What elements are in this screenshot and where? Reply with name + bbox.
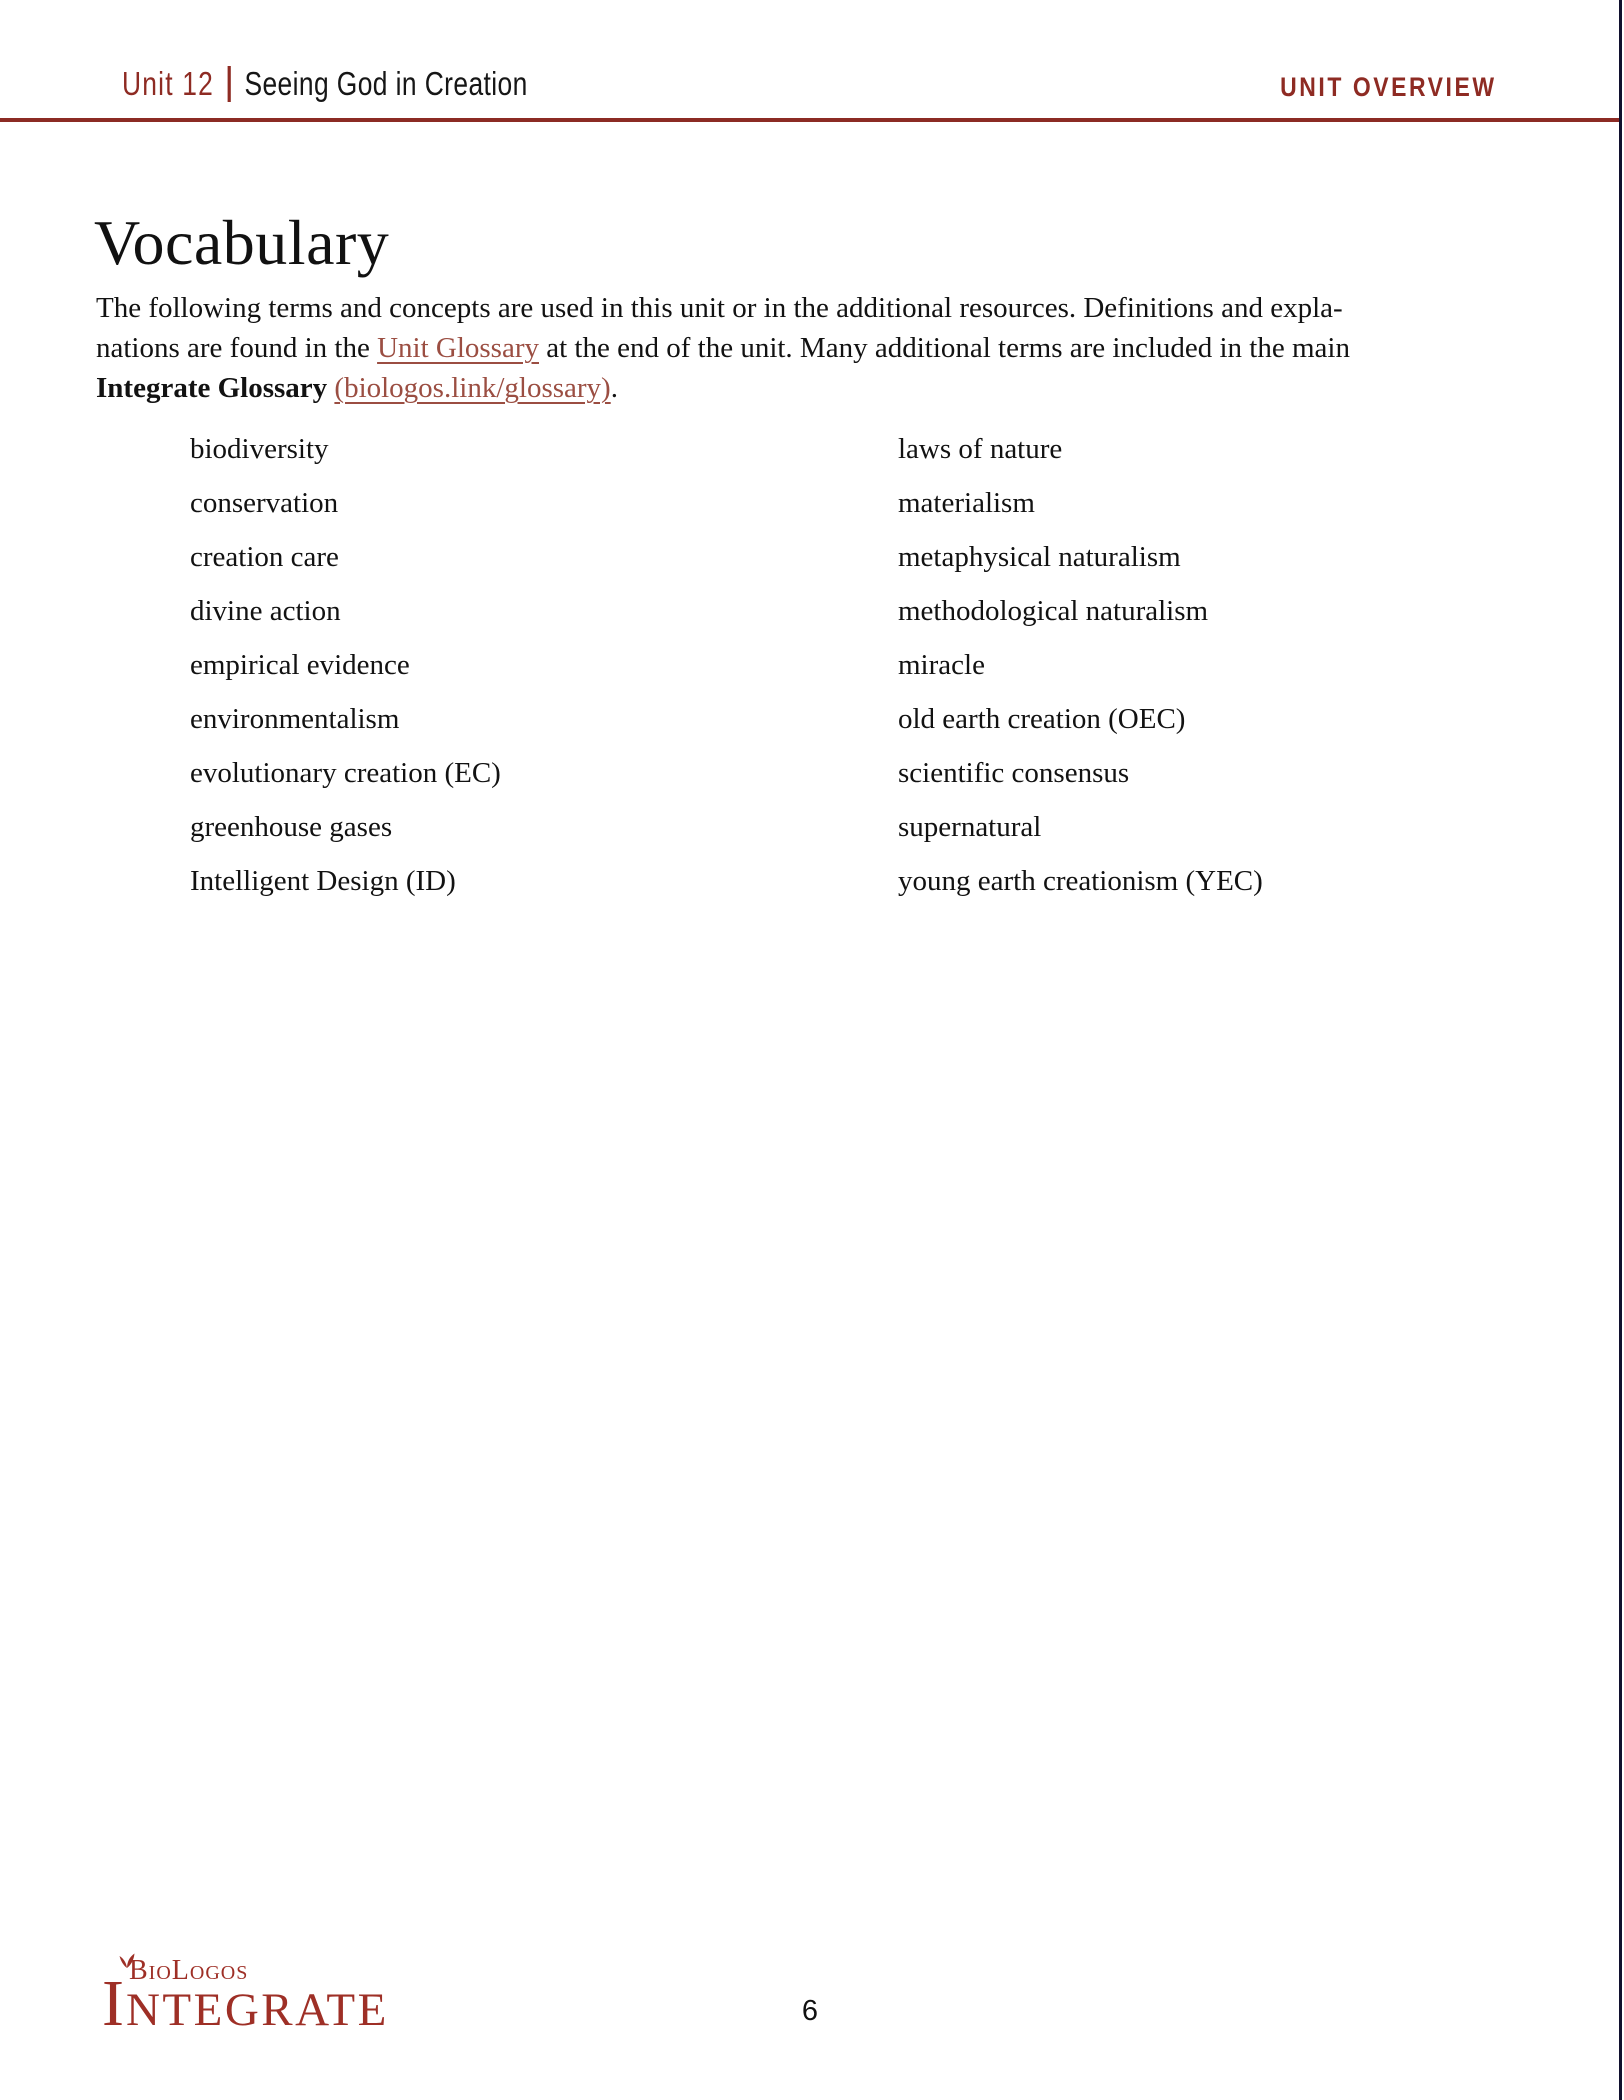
paragraph-line <box>96 328 1546 368</box>
text-run: Integrate Glossary <box>96 372 328 404</box>
header-divider-bar <box>228 66 231 102</box>
vocab-term: laws of nature <box>898 433 1063 465</box>
vocab-term: metaphysical naturalism <box>898 541 1181 573</box>
header-rule <box>0 118 1619 122</box>
vocab-term: supernatural <box>898 811 1042 843</box>
vocab-term: scientific consensus <box>898 757 1130 789</box>
text-run: . <box>610 372 618 404</box>
paragraph-line <box>96 288 1546 328</box>
vocab-term: creation care <box>190 541 339 573</box>
vocab-term: greenhouse gases <box>190 811 393 843</box>
vocab-term: biodiversity <box>190 433 329 465</box>
logo-integrate-rest: NTEGRATE <box>125 1984 389 2036</box>
section-title: Vocabulary <box>94 207 390 278</box>
vocab-term: methodological naturalism <box>898 595 1209 627</box>
logo-biologos-text: BioLogos <box>129 1955 249 1986</box>
vocab-term: conservation <box>190 487 339 519</box>
vocab-term: empirical evidence <box>190 649 410 681</box>
page-number: 6 <box>801 1995 819 2027</box>
vocab-term: materialism <box>898 487 1035 519</box>
text-run: nations are found in the <box>96 332 378 364</box>
paragraph-line <box>96 368 1546 408</box>
vocab-term: environmentalism <box>190 703 400 735</box>
text-run: The following terms and concepts are used in this unit or in the additional resources. Definitions and expla- <box>96 292 1343 324</box>
biologos-integrate-logo <box>100 1950 440 2045</box>
vocab-term: Intelligent Design (ID) <box>190 865 456 897</box>
vocab-term: miracle <box>898 649 985 681</box>
logo-integrate-initial: I <box>102 1967 126 2040</box>
unit-overview-label: UNIT OVERVIEW <box>1280 72 1497 102</box>
vocab-list-right <box>898 422 1263 908</box>
vocab-term: young earth creationism (YEC) <box>898 865 1263 897</box>
intro-paragraph <box>96 288 1546 408</box>
screen-edge-artifact <box>1619 0 1622 2100</box>
text-run: at the end of the unit. Many additional terms are included in the main <box>539 332 1350 364</box>
vocab-term: divine action <box>190 595 341 627</box>
unit-title: Seeing God in Creation <box>244 65 528 102</box>
unit-label: Unit 12 <box>122 65 215 102</box>
page-header-left <box>122 64 528 104</box>
vocab-list-left <box>190 422 501 908</box>
vocab-term: old earth creation (OEC) <box>898 703 1186 735</box>
glossary-link[interactable]: Unit Glossary <box>377 332 539 364</box>
glossary-link[interactable]: (biologos.link/glossary) <box>334 372 611 404</box>
vocab-term: evolutionary creation (EC) <box>190 757 501 789</box>
